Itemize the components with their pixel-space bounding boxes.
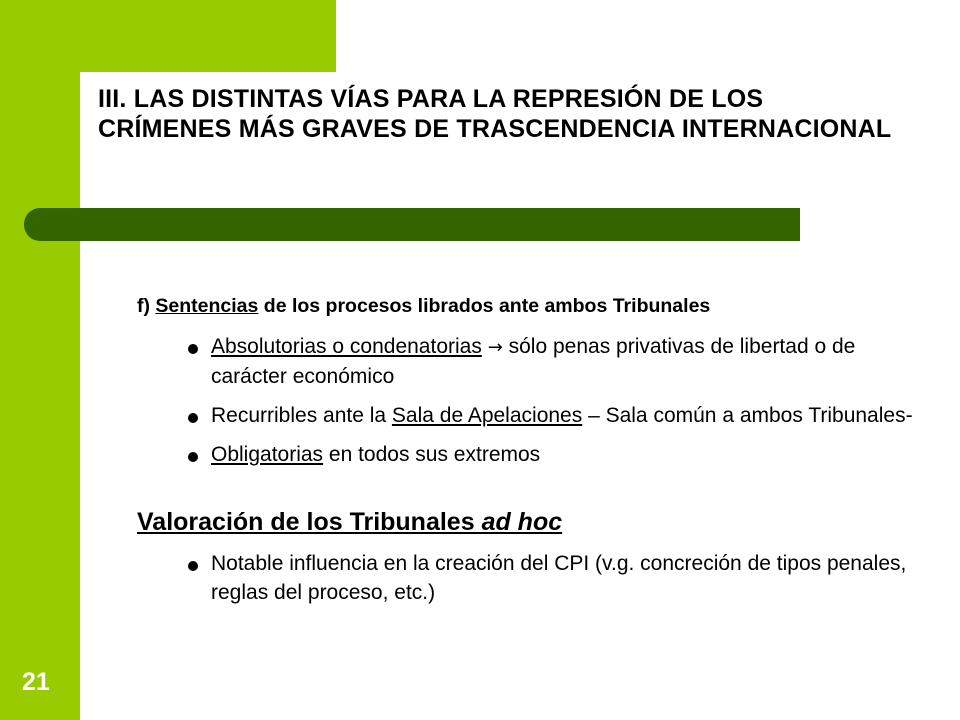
page-number: 21 [22, 668, 50, 696]
bullet-icon [188, 344, 198, 354]
bullet-icon [188, 561, 198, 571]
item-underlined: Absolutorias o condenatorias [211, 335, 482, 358]
item-text: sólo penas privativas de libertad o de carácter económico [211, 335, 856, 388]
list-item [185, 549, 937, 607]
left-sidebar [0, 0, 80, 720]
arrow-right-icon: → [487, 337, 503, 358]
bullet-icon [188, 452, 198, 462]
title-divider-bar [24, 208, 800, 241]
valoracion-title-italic: ad hoc [481, 508, 563, 536]
item-text: Notable influencia en la creación del CPI (v.g. concreción de tipos penales, reglas del proceso, etc.) [211, 552, 907, 604]
section-f-underlined: Sentencias [155, 295, 259, 317]
section-f-list [137, 332, 937, 469]
bullet-icon [188, 413, 198, 423]
slide-content [137, 292, 937, 617]
section-f-heading [137, 292, 937, 320]
item-underlined: Sala de Apelaciones [391, 404, 583, 427]
slide-title: III. LAS DISTINTAS VÍAS PARA LA REPRESIÓN DE LOS CRÍMENES MÁS GRAVES DE TRASCENDENCIA INTERNACIONAL [98, 85, 892, 143]
item-text: Recurribles ante la [211, 404, 392, 427]
valoracion-title-main: Valoración de los Tribunales [137, 508, 482, 536]
list-item [185, 440, 937, 469]
list-item [185, 332, 937, 391]
item-underlined: Obligatorias [211, 443, 324, 466]
list-item [185, 401, 937, 430]
valoracion-list [137, 549, 937, 607]
item-text: – Sala común a ambos Tribunales- [582, 404, 913, 427]
item-text: en todos sus extremos [323, 443, 541, 466]
section-f-suffix: de los procesos librados ante ambos Tribunales [258, 295, 711, 317]
section-f-prefix: f) [137, 295, 156, 317]
top-accent-block [0, 0, 336, 72]
valoracion-heading [137, 507, 937, 537]
